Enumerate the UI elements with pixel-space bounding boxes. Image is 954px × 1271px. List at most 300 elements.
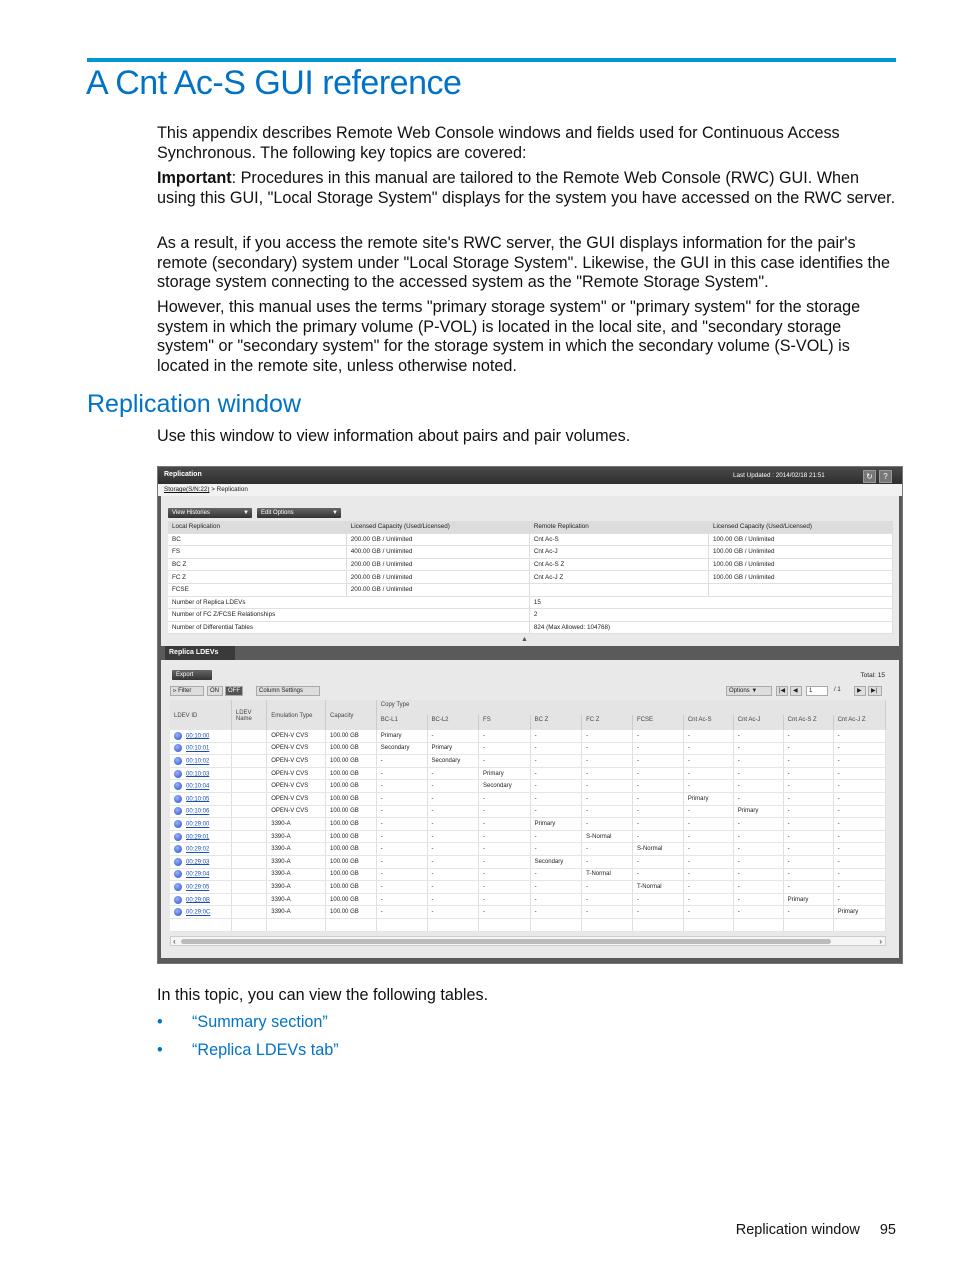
volume-icon: [174, 833, 182, 841]
ldev-cell: -: [376, 767, 427, 780]
ldev-id-link[interactable]: [170, 730, 231, 742]
edit-options-button[interactable]: Edit Options ▼: [257, 508, 341, 518]
ldev-id-link[interactable]: [170, 742, 231, 755]
ldev-cell: -: [683, 805, 733, 818]
copy-type-column-header[interactable]: FC Z: [582, 715, 633, 730]
ldev-cell: [231, 742, 266, 755]
volume-icon: [174, 858, 182, 866]
volume-icon: [174, 732, 182, 740]
summary-count-row: [168, 596, 893, 609]
replica-ldevs-table: [170, 700, 886, 932]
ldev-cell: -: [733, 818, 783, 831]
ldev-id-link[interactable]: [170, 792, 231, 805]
ldev-cell: -: [733, 755, 783, 768]
ldev-cell: [231, 868, 266, 881]
ldev-cell: -: [376, 830, 427, 843]
summary-row: [168, 583, 893, 596]
breadcrumb-storage-link[interactable]: Storage(S/N:22): [164, 486, 210, 493]
ldev-cell: -: [733, 843, 783, 856]
summary-cell: BC Z: [168, 558, 346, 571]
summary-column-header: Local Replication: [168, 521, 346, 533]
replication-window-screenshot: [157, 466, 903, 964]
ldev-cell: -: [376, 780, 427, 793]
ldev-column-header[interactable]: LDEV Name: [231, 700, 266, 730]
ldev-column-header[interactable]: Capacity: [326, 700, 377, 730]
ldev-cell: -: [683, 780, 733, 793]
summary-section-link[interactable]: “Summary section”: [192, 1013, 328, 1031]
copy-type-column-header[interactable]: Cnt Ac-J Z: [833, 715, 885, 730]
ldev-cell: -: [427, 868, 479, 881]
ldev-cell: Secondary: [376, 742, 427, 755]
ldev-cell: -: [427, 792, 479, 805]
summary-cell: [708, 583, 892, 596]
ldev-cell: [231, 818, 266, 831]
table-row: [170, 792, 886, 805]
next-page-button[interactable]: ▶: [854, 686, 866, 696]
ldev-cell: -: [733, 855, 783, 868]
ldev-id-link[interactable]: [170, 855, 231, 868]
copy-type-column-header[interactable]: Cnt Ac-S Z: [783, 715, 833, 730]
ldev-cell: -: [530, 868, 582, 881]
summary-header-row: [168, 521, 893, 533]
ldev-cell: [231, 881, 266, 894]
ldev-id-text[interactable]: 00:10:00: [186, 733, 210, 740]
intro-text: This appendix describes Remote Web Console windows and fields used for Continuous Access Synchronous. The following key topics are covered:: [157, 124, 840, 162]
help-icon[interactable]: ?: [879, 470, 892, 483]
ldev-cell: -: [530, 805, 582, 818]
ldev-id-link[interactable]: [170, 767, 231, 780]
volume-icon: [174, 795, 182, 803]
summary-column-header: Licensed Capacity (Used/Licensed): [346, 521, 529, 533]
summary-cell: Cnt Ac-S Z: [529, 558, 708, 571]
volume-icon: [174, 883, 182, 891]
section-intro: Use this window to view information about pairs and pair volumes.: [157, 427, 631, 445]
scroll-right-icon[interactable]: ›: [879, 937, 882, 946]
ldev-cell: [170, 918, 231, 931]
ldev-cell: -: [632, 780, 683, 793]
table-row: [170, 730, 886, 742]
summary-row: [168, 571, 893, 584]
ldev-cell: -: [376, 755, 427, 768]
ldev-cell: [783, 918, 833, 931]
summary-count-label: Number of FC Z/FCSE Relationships: [168, 609, 529, 622]
summary-column-header: Remote Replication: [529, 521, 708, 533]
ldev-id-text[interactable]: 00:10:04: [186, 783, 210, 790]
summary-cell: 200.00 GB / Unlimited: [346, 571, 529, 584]
summary-column-header: Licensed Capacity (Used/Licensed): [708, 521, 892, 533]
ldev-cell: -: [783, 742, 833, 755]
ldev-cell: Secondary: [530, 855, 582, 868]
ldev-cell: -: [833, 792, 885, 805]
ldev-cell: OPEN-V CVS: [267, 767, 326, 780]
ldev-id-link[interactable]: [170, 906, 231, 919]
ldev-cell: -: [582, 843, 633, 856]
ldev-cell: -: [683, 730, 733, 742]
ldev-cell: -: [783, 780, 833, 793]
ldev-cell: [231, 805, 266, 818]
ldev-cell: -: [683, 855, 733, 868]
ldev-id-text[interactable]: 00:29:03: [186, 859, 210, 866]
filter-off-toggle[interactable]: OFF: [225, 686, 243, 696]
ldev-cell: -: [632, 742, 683, 755]
ldev-cell: -: [582, 767, 633, 780]
scroll-thumb[interactable]: [181, 939, 831, 944]
refresh-icon[interactable]: ↻: [863, 470, 876, 483]
important-text: : Procedures in this manual are tailored to the Remote Web Console (RWC) GUI. When using this GUI, "Local Storage System" displays for the system you have accessed on the RWC server.: [157, 169, 896, 207]
ldev-cell: -: [733, 767, 783, 780]
ldev-cell: 100.00 GB: [326, 881, 377, 894]
replica-ldevs-tab-link[interactable]: “Replica LDEVs tab”: [192, 1041, 339, 1059]
intro-paragraph: [157, 124, 899, 163]
ldev-cell: -: [376, 906, 427, 919]
ldev-cell: -: [479, 893, 531, 906]
ldev-cell: -: [632, 730, 683, 742]
ldev-cell: -: [733, 906, 783, 919]
ldev-cell: [231, 730, 266, 742]
ldev-cell: [231, 906, 266, 919]
paragraph-3: [157, 298, 899, 376]
ldev-id-link[interactable]: [170, 755, 231, 768]
ldev-cell: -: [833, 881, 885, 894]
ldev-cell: 100.00 GB: [326, 742, 377, 755]
table-row: [170, 818, 886, 831]
breadcrumb: [158, 484, 902, 496]
ldev-id-link[interactable]: [170, 805, 231, 818]
copy-type-column-header[interactable]: FCSE: [632, 715, 683, 730]
scroll-left-icon[interactable]: ‹: [173, 937, 176, 946]
paragraph-2-text: As a result, if you access the remote site's RWC server, the GUI displays information for the pair's remote (secondary) system under "Local Storage System". Likewise, the GUI in this case identifies the storage system connecting to the accessed system as the "Remote Storage System".: [157, 234, 891, 291]
ldev-cell: [231, 843, 266, 856]
ldev-cell: -: [376, 881, 427, 894]
ldev-cell: -: [783, 755, 833, 768]
summary-cell: 100.00 GB / Unlimited: [708, 571, 892, 584]
summary-cell: FC Z: [168, 571, 346, 584]
ldev-cell: -: [582, 780, 633, 793]
ldev-cell: -: [530, 755, 582, 768]
ldev-cell: T-Normal: [582, 868, 633, 881]
copy-type-column-header[interactable]: BC-L2: [427, 715, 479, 730]
ldev-cell: -: [376, 893, 427, 906]
copy-type-column-header[interactable]: Cnt Ac-J: [733, 715, 783, 730]
ldev-id-text[interactable]: 00:29:05: [186, 884, 210, 891]
ldev-cell: 100.00 GB: [326, 843, 377, 856]
ldev-cell: -: [833, 805, 885, 818]
ldev-id-text[interactable]: 00:10:06: [186, 808, 210, 815]
ldev-cell: -: [833, 818, 885, 831]
ldev-cell: S-Normal: [582, 830, 633, 843]
summary-count-value: 15: [529, 596, 892, 609]
ldev-id-text[interactable]: 00:29:0B: [186, 897, 211, 904]
page-number-input[interactable]: 1: [806, 686, 828, 696]
ldev-id-link[interactable]: [170, 843, 231, 856]
ldev-cell: -: [833, 855, 885, 868]
first-page-button[interactable]: |◀: [776, 686, 788, 696]
ldev-cell: [231, 767, 266, 780]
ldev-cell: -: [530, 843, 582, 856]
view-histories-button[interactable]: View Histories ▼: [168, 508, 252, 518]
ldev-cell: [231, 792, 266, 805]
ldev-cell: -: [783, 818, 833, 831]
export-button[interactable]: Export: [172, 670, 212, 680]
ldev-cell: -: [632, 805, 683, 818]
ldev-cell: [733, 918, 783, 931]
ldev-id-link[interactable]: [170, 818, 231, 831]
ldev-cell: -: [733, 730, 783, 742]
ldev-id-text[interactable]: 00:29:04: [186, 871, 210, 878]
table-row: [170, 881, 886, 894]
summary-cell: FCSE: [168, 583, 346, 596]
volume-icon: [174, 807, 182, 815]
summary-cell: FS: [168, 546, 346, 559]
copy-type-column-header[interactable]: Cnt Ac-S: [683, 715, 733, 730]
bullet-icon: •: [157, 1041, 163, 1059]
ldev-cell: -: [683, 893, 733, 906]
options-dropdown[interactable]: Options ▼: [726, 686, 772, 696]
summary-cell: 100.00 GB / Unlimited: [708, 533, 892, 546]
splitter-grip-icon[interactable]: ▲: [521, 636, 528, 643]
ldev-id-link[interactable]: [170, 881, 231, 894]
ldev-cell: -: [783, 881, 833, 894]
ldev-cell: -: [733, 893, 783, 906]
ldev-cell: -: [783, 868, 833, 881]
ldev-cell: -: [632, 868, 683, 881]
ldev-cell: -: [530, 730, 582, 742]
window-title: Replication: [164, 471, 202, 478]
prev-page-button[interactable]: ◀: [790, 686, 802, 696]
ldev-cell: -: [479, 906, 531, 919]
ldev-cell: -: [683, 868, 733, 881]
ldev-cell: -: [632, 893, 683, 906]
paragraph-3-text: However, this manual uses the terms "primary storage system" or "primary system" for the storage system in which the primary volume (P-VOL) is located in the local site, and "secondary storage system" or "secondary system" for the storage system in which the secondary volume (S-VOL) is located in the remote site, unless otherwise noted.: [157, 298, 861, 375]
ldev-cell: -: [479, 881, 531, 894]
summary-cell: 400.00 GB / Unlimited: [346, 546, 529, 559]
ldev-cell: -: [833, 755, 885, 768]
ldev-id-link[interactable]: [170, 780, 231, 793]
ldev-cell: 3390-A: [267, 868, 326, 881]
ldev-cell: -: [376, 855, 427, 868]
ldev-cell: 100.00 GB: [326, 906, 377, 919]
ldev-cell: -: [582, 805, 633, 818]
filter-button[interactable]: ⪧ Filter: [170, 686, 204, 696]
ldev-cell: -: [530, 906, 582, 919]
ldev-id-text[interactable]: 00:29:00: [186, 821, 210, 828]
ldev-cell: -: [427, 881, 479, 894]
ldev-cell: Primary: [833, 906, 885, 919]
ldev-cell: -: [683, 742, 733, 755]
volume-icon: [174, 820, 182, 828]
table-row: [170, 843, 886, 856]
ldev-id-text[interactable]: 00:10:02: [186, 758, 210, 765]
ldev-cell: -: [427, 767, 479, 780]
ldev-cell: -: [530, 792, 582, 805]
volume-icon: [174, 744, 182, 752]
ldev-cell: -: [582, 742, 633, 755]
ldev-cell: -: [783, 767, 833, 780]
ldev-cell: -: [683, 818, 733, 831]
ldev-cell: -: [376, 805, 427, 818]
page-count: / 1: [834, 687, 841, 693]
ldev-id-link[interactable]: [170, 868, 231, 881]
ldev-cell: -: [376, 868, 427, 881]
summary-row: [168, 546, 893, 559]
ldev-id-text[interactable]: 00:29:0C: [186, 909, 211, 916]
ldev-cell: -: [582, 818, 633, 831]
ldev-column-header[interactable]: Emulation Type: [267, 700, 326, 730]
important-paragraph: [157, 169, 899, 208]
tab-replica-ldevs[interactable]: Replica LDEVs: [165, 646, 235, 660]
column-settings-button[interactable]: Column Settings: [256, 686, 320, 696]
volume-icon: [174, 896, 182, 904]
ldev-header-row: [170, 700, 886, 715]
ldev-cell: [231, 830, 266, 843]
ldev-cell: -: [530, 742, 582, 755]
ldev-cell: Primary: [376, 730, 427, 742]
ldev-cell: -: [783, 906, 833, 919]
ldev-cell: -: [683, 767, 733, 780]
ldev-id-text[interactable]: 00:10:03: [186, 771, 210, 778]
ldev-cell: Primary: [783, 893, 833, 906]
table-row: [170, 755, 886, 768]
ldev-cell: -: [783, 843, 833, 856]
ldev-cell: -: [733, 780, 783, 793]
copy-type-column-header[interactable]: BC Z: [530, 715, 582, 730]
ldev-cell: -: [479, 843, 531, 856]
ldev-cell: T-Normal: [632, 881, 683, 894]
filter-on-toggle[interactable]: ON: [207, 686, 223, 696]
paragraph-2: [157, 234, 899, 293]
ldev-cell: -: [427, 780, 479, 793]
window-titlebar: [158, 467, 902, 484]
ldev-cell: 3390-A: [267, 893, 326, 906]
summary-cell: BC: [168, 533, 346, 546]
volume-icon: [174, 870, 182, 878]
ldev-cell: [683, 918, 733, 931]
ldev-cell: -: [530, 881, 582, 894]
ldev-cell: 3390-A: [267, 818, 326, 831]
table-row: [170, 830, 886, 843]
ldev-cell: -: [833, 780, 885, 793]
summary-count-row: [168, 609, 893, 622]
page-footer: [716, 1222, 896, 1238]
ldev-cell: -: [733, 830, 783, 843]
summary-cell: Cnt Ac-J: [529, 546, 708, 559]
ldev-cell: -: [530, 767, 582, 780]
ldev-id-text[interactable]: 00:29:01: [186, 834, 210, 841]
ldev-cell: -: [582, 730, 633, 742]
ldev-cell: [833, 918, 885, 931]
ldev-cell: [326, 918, 377, 931]
footer-label: Replication window: [735, 1222, 860, 1238]
ldev-cell: OPEN-V CVS: [267, 742, 326, 755]
ldev-id-link[interactable]: [170, 893, 231, 906]
ldev-cell: 100.00 GB: [326, 855, 377, 868]
table-row: [170, 855, 886, 868]
summary-row: [168, 533, 893, 546]
ldev-cell: -: [530, 780, 582, 793]
ldev-cell: 100.00 GB: [326, 805, 377, 818]
tables-intro: In this topic, you can view the following tables.: [157, 986, 489, 1004]
ldev-cell: -: [427, 830, 479, 843]
ldev-cell: -: [733, 881, 783, 894]
ldev-cell: -: [376, 843, 427, 856]
ldev-cell: Primary: [530, 818, 582, 831]
ldev-cell: [582, 918, 633, 931]
total-count: Total: 15: [860, 672, 885, 679]
filter-bar: [170, 686, 884, 696]
summary-cell: Cnt Ac-J Z: [529, 571, 708, 584]
ldev-column-header[interactable]: LDEV ID: [170, 700, 231, 730]
ldev-cell: Secondary: [479, 780, 531, 793]
replica-ldevs-panel: [161, 660, 899, 958]
ldev-cell: 100.00 GB: [326, 893, 377, 906]
ldev-cell: Primary: [733, 805, 783, 818]
ldev-id-text[interactable]: 00:29:02: [186, 846, 210, 853]
ldev-cell: -: [582, 855, 633, 868]
ldev-cell: -: [479, 805, 531, 818]
ldev-cell: -: [683, 881, 733, 894]
ldev-cell: -: [427, 855, 479, 868]
ldev-cell: -: [479, 730, 531, 742]
ldev-cell: -: [833, 742, 885, 755]
summary-cell: 200.00 GB / Unlimited: [346, 533, 529, 546]
ldev-cell: 3390-A: [267, 906, 326, 919]
ldev-id-text[interactable]: 00:10:01: [186, 745, 210, 752]
ldev-cell: OPEN-V CVS: [267, 780, 326, 793]
last-updated: Last Updated : 2014/02/18 21:51: [733, 472, 825, 479]
ldev-cell: -: [833, 830, 885, 843]
table-row: [170, 742, 886, 755]
ldev-id-link[interactable]: [170, 830, 231, 843]
page-number: 95: [879, 1222, 896, 1238]
chevron-down-icon: ▼: [332, 510, 338, 516]
ldev-cell: -: [376, 792, 427, 805]
ldev-cell: -: [479, 855, 531, 868]
ldev-cell: -: [783, 805, 833, 818]
ldev-id-text[interactable]: 00:10:05: [186, 796, 210, 803]
section-title: Replication window: [87, 390, 302, 418]
ldev-cell: -: [733, 742, 783, 755]
copy-type-column-header[interactable]: BC-L1: [376, 715, 427, 730]
ldev-cell: [632, 918, 683, 931]
ldev-cell: -: [427, 805, 479, 818]
ldev-cell: -: [683, 906, 733, 919]
ldev-cell: [231, 755, 266, 768]
summary-row: [168, 558, 893, 571]
ldev-cell: -: [427, 893, 479, 906]
volume-icon: [174, 908, 182, 916]
ldev-cell: -: [479, 755, 531, 768]
summary-count-value: 824 (Max Allowed: 104768): [529, 621, 892, 634]
ldev-cell: -: [632, 855, 683, 868]
ldev-cell: -: [632, 755, 683, 768]
ldev-cell: [479, 918, 531, 931]
table-row-empty: [170, 918, 886, 931]
horizontal-scrollbar[interactable]: [170, 936, 886, 946]
summary-cell: 100.00 GB / Unlimited: [708, 558, 892, 571]
ldev-cell: Primary: [683, 792, 733, 805]
volume-icon: [174, 845, 182, 853]
tab-bar: [161, 646, 899, 660]
ldev-cell: -: [427, 906, 479, 919]
ldev-cell: 100.00 GB: [326, 767, 377, 780]
copy-type-column-header[interactable]: FS: [479, 715, 531, 730]
last-page-button[interactable]: ▶|: [868, 686, 882, 696]
ldev-cell: -: [427, 843, 479, 856]
ldev-cell: [231, 855, 266, 868]
ldev-cell: S-Normal: [632, 843, 683, 856]
ldev-cell: -: [582, 893, 633, 906]
ldev-cell: -: [733, 792, 783, 805]
